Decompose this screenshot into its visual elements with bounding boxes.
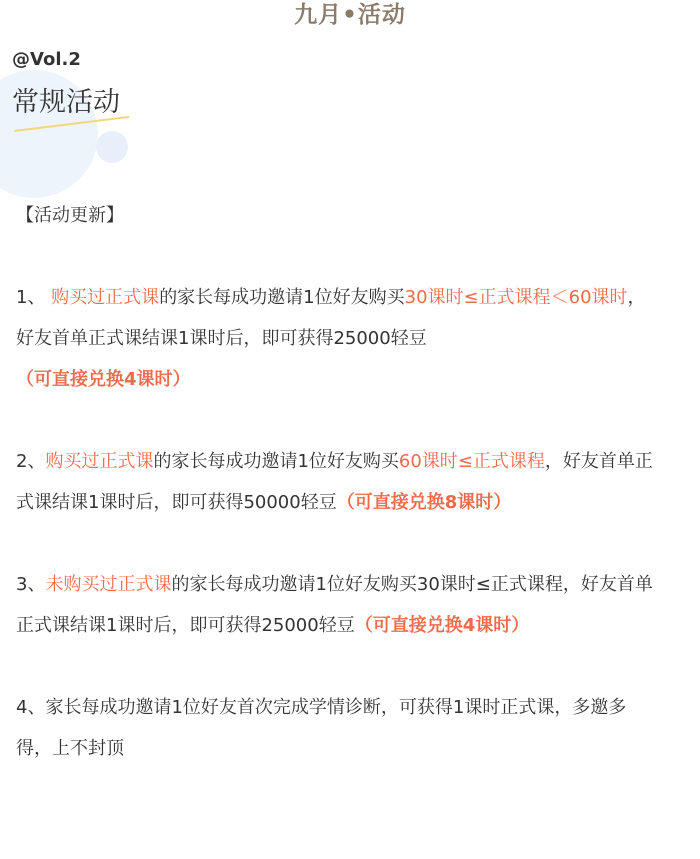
item-prefix: 2、: [16, 451, 46, 472]
item-highlight: 60课时≤正式课程: [398, 451, 545, 472]
spacer: [16, 400, 656, 441]
item-bonus: （可直接兑换4课时）: [16, 369, 191, 390]
item-text: ，好友首单正式课结课1课时后，即可获得50000轻豆: [16, 451, 653, 513]
activity-item-1: [16, 277, 656, 400]
activity-item-2: [16, 441, 656, 523]
item-highlight: 购买过正式课: [45, 451, 154, 472]
section-title: 常规活动: [12, 87, 120, 118]
item-highlight: 30课时≤正式课程＜60课时: [404, 287, 628, 308]
item-highlight: 购买过正式课: [51, 287, 160, 308]
item-prefix: 1、: [16, 287, 52, 308]
activity-item-4: [16, 687, 656, 769]
item-text: 的家长每成功邀请1位好友购买30课时≤正式课程，好友首单正式课结课1课时后，即可获得25000轻豆: [16, 574, 653, 636]
update-label: 【活动更新】: [16, 205, 124, 226]
item-text: 的家长每成功邀请1位好友购买: [153, 451, 399, 472]
item-prefix: 4、: [16, 697, 46, 718]
item-text: ，好友首单正式课结课1课时后，即可获得25000轻豆: [16, 287, 646, 349]
activity-content: [16, 195, 656, 769]
activity-item-3: [16, 564, 656, 646]
page-title: 九月•活动: [294, 2, 406, 28]
vol-label: @Vol.2: [12, 49, 81, 70]
item-highlight: 未购买过正式课: [45, 574, 172, 595]
item-bonus: （可直接兑换4课时）: [354, 615, 530, 636]
decor-circle-small: [96, 131, 128, 163]
item-bonus: （可直接兑换8课时）: [336, 492, 512, 513]
item-text: 的家长每成功邀请1位好友购买: [159, 287, 405, 308]
item-prefix: 3、: [16, 574, 46, 595]
item-text: 家长每成功邀请1位好友首次完成学情诊断，可获得1课时正式课，多邀多得，上不封顶: [16, 697, 627, 759]
spacer: [16, 646, 656, 687]
spacer: [16, 523, 656, 564]
